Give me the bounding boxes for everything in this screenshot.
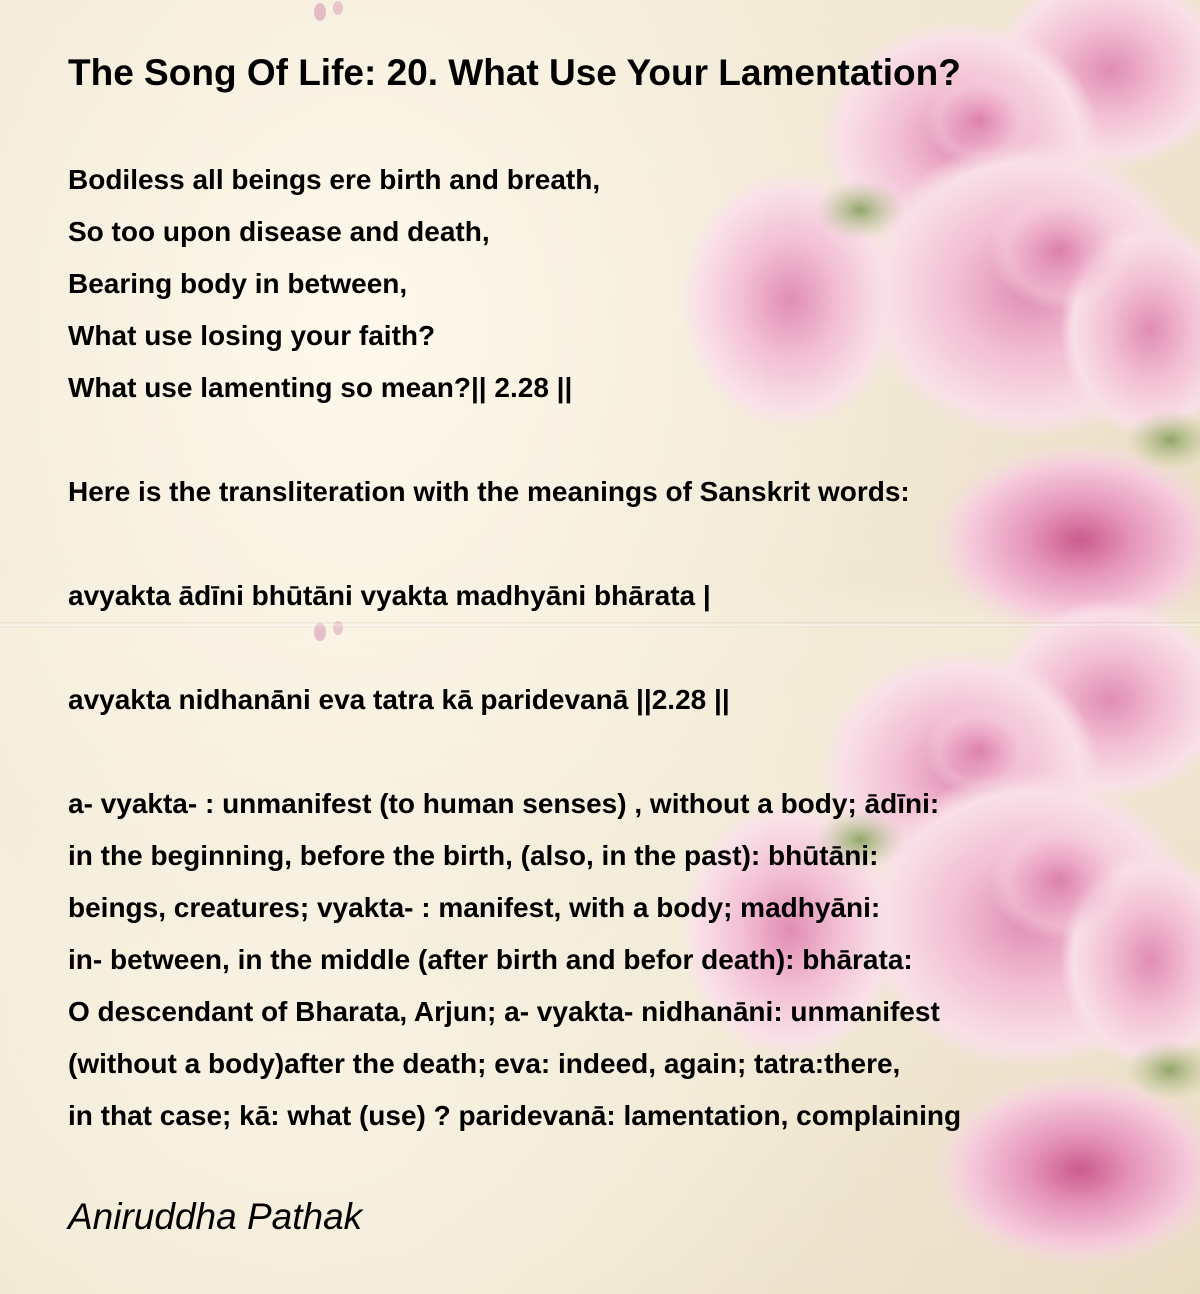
poem-line <box>68 414 1178 466</box>
poem-line: a- vyakta- : unmanifest (to human senses) , without a body; ādīni: <box>68 788 940 819</box>
poem-line <box>68 726 1178 778</box>
poem-line: in- between, in the middle (after birth and befor death): bhārata: <box>68 944 913 975</box>
poem-line <box>68 622 1178 674</box>
poem-line: Bodiless all beings ere birth and breath, <box>68 164 601 195</box>
poem-line: in the beginning, before the birth, (also, in the past): bhūtāni: <box>68 840 879 871</box>
poem-line: What use losing your faith? <box>68 320 436 351</box>
poem-line: avyakta nidhanāni eva tatra kā paridevanā ||2.28 || <box>68 684 730 715</box>
poem-line: O descendant of Bharata, Arjun; a- vyakta- nidhanāni: unmanifest <box>68 996 940 1027</box>
poem-body <box>68 154 1178 1142</box>
author-name: Aniruddha Pathak <box>68 1196 363 1237</box>
poem-line: Bearing body in between, <box>68 268 408 299</box>
poem-title: The Song Of Life: 20. What Use Your Lamentation? <box>68 52 961 93</box>
poem-line: in that case; kā: what (use) ? paridevanā: lamentation, complaining <box>68 1100 962 1131</box>
poem-line: beings, creatures; vyakta- : manifest, with a body; madhyāni: <box>68 892 881 923</box>
poem-line: avyakta ādīni bhūtāni vyakta madhyāni bhārata | <box>68 580 711 611</box>
poem-line: What use lamenting so mean?|| 2.28 || <box>68 372 573 403</box>
poem-line: Here is the transliteration with the meanings of Sanskrit words: <box>68 476 910 507</box>
poem-line: (without a body)after the death; eva: indeed, again; tatra:there, <box>68 1048 901 1079</box>
poem-line <box>68 518 1178 570</box>
poem-line: So too upon disease and death, <box>68 216 490 247</box>
